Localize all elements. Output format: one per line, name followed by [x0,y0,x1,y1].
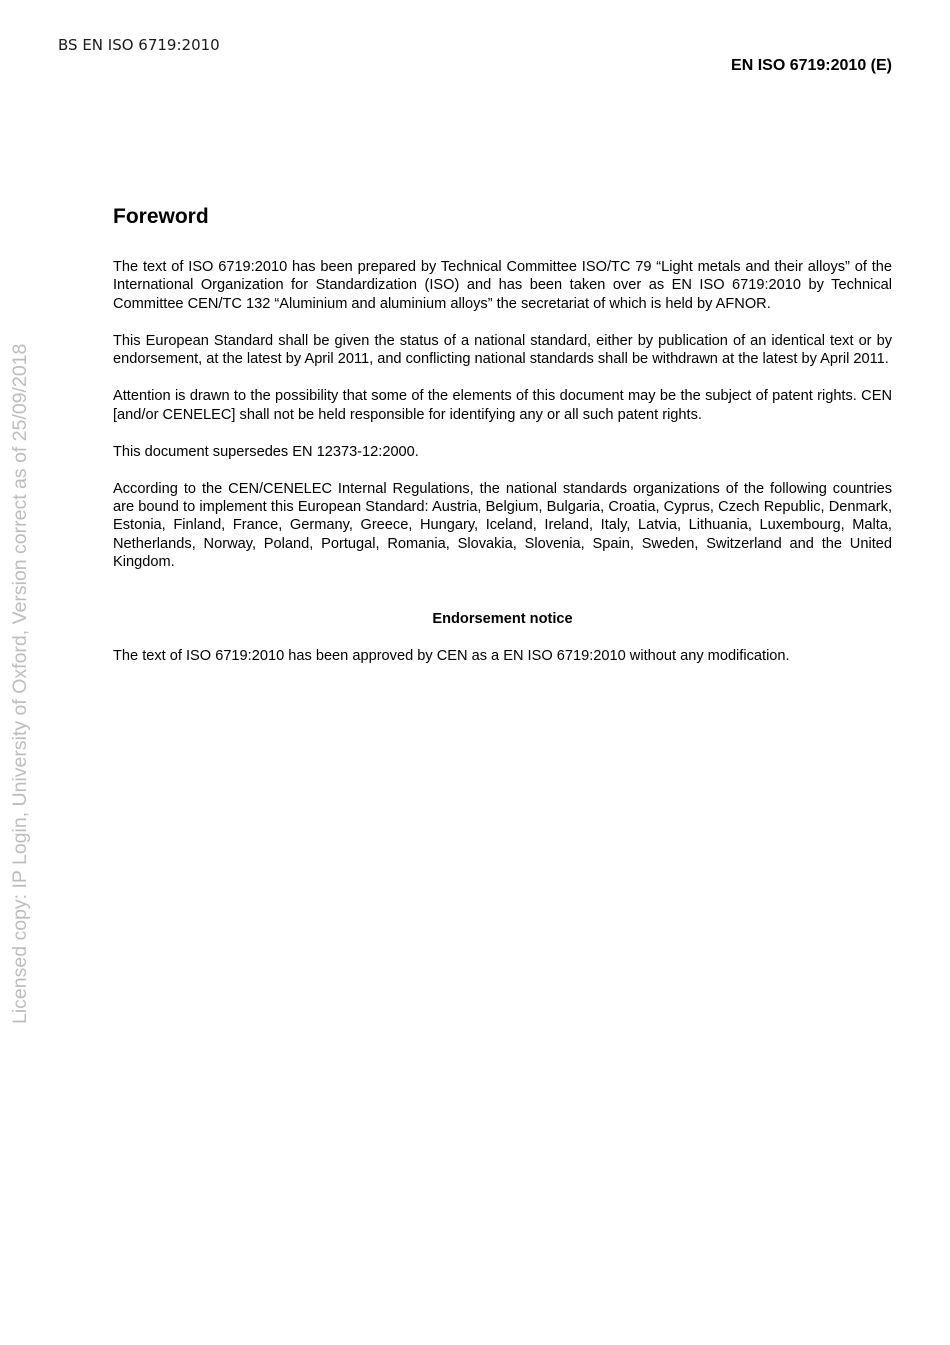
license-watermark [6,324,34,1024]
endorsement-text: The text of ISO 6719:2010 has been approved by CEN as a EN ISO 6719:2010 without any modification. [113,647,790,664]
paragraph-preparation: The text of ISO 6719:2010 has been prepared by Technical Committee ISO/TC 79 “Light metals and their alloys” of the International Organization for Standardization (ISO) and has been taken over as EN ISO 6719:2010 by Technical Committee CEN/TC 132 “Aluminium and aluminium alloys” the secretariat of which is held by AFNOR. [113,259,892,312]
foreword-section [113,203,892,684]
paragraph-supersedes: This document supersedes EN 12373-12:2000. [113,443,419,460]
paragraph-national-status: This European Standard shall be given the status of a national standard, either by publication of an identical text or by endorsement, at the latest by April 2011, and conflicting national standards shall be withdrawn at the latest by April 2011. [113,332,892,368]
paragraph-patent-rights: Attention is drawn to the possibility that some of the elements of this document may be the subject of patent rights. CEN [and/or CENELEC] shall not be held responsible for identifying any or all such patent rights. [113,388,892,423]
page-title: Foreword [113,205,209,228]
license-watermark-text: Licensed copy: IP Login, University of Oxford, Version correct as of 25/09/2018 [9,343,31,1024]
document-reference-header: BS EN ISO 6719:2010 [58,36,220,54]
paragraph-countries: According to the CEN/CENELEC Internal Regulations, the national standards organizations of the following countries are bound to implement this European Standard: Austria, Belgium, Bulgaria, Croatia, Cyprus, Czech Republic, Denmark, Estonia, Finland, France, Germany, Greece, Hungary, Iceland, Ireland, Italy, Latvia, Lithuania, Luxembourg, Malta, Netherlands, Norway, Poland, Portugal, Romania, Slovakia, Slovenia, Spain, Sweden, Switzerland and the United Kingdom. [113,480,892,571]
endorsement-heading: Endorsement notice [432,610,573,627]
standard-number-header: EN ISO 6719:2010 (E) [731,57,892,74]
